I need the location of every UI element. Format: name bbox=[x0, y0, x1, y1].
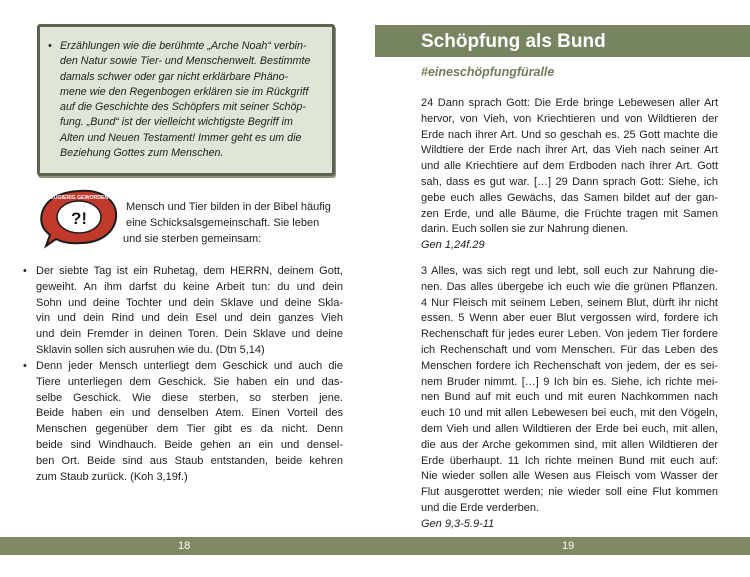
page-number-right: 19 bbox=[562, 540, 575, 552]
footer-bar bbox=[0, 537, 750, 555]
passage-line: nen Bund auf mit euch und mit euren Nachkommen nach bbox=[421, 391, 718, 404]
passage-line: essen. 5 Wenn aber euer Blut vergossen wird, fordere ich bbox=[421, 312, 718, 325]
hashtag: #eineschöpfungfüralle bbox=[421, 65, 555, 79]
passage-line: dem Vieh und allen Wildtieren der Erde bei euch, mit allen, bbox=[421, 422, 718, 435]
info-box-line: mene wie den Regenbogen erklären sie im Rückgriff bbox=[60, 85, 309, 98]
badge-mark: ?! bbox=[70, 209, 88, 228]
intro-line: Mensch und Tier bilden in der Bibel häufig bbox=[126, 201, 331, 213]
passage-line: die aus der Arche gekommen sind, mit allen Wildtieren der bbox=[421, 438, 718, 451]
bullet-dot: • bbox=[23, 265, 27, 277]
passage-line: nem Bruder nimmt. […] 9 Ich bin es. Siehe, ich richte mei- bbox=[421, 375, 718, 388]
bullet-line: Tiere unterliegen dem Geschick. Sie haben ein und das- bbox=[36, 375, 343, 388]
passage-line: und alle Kriechtiere auf dem Erdboden nach ihrer Art. Gott bbox=[421, 160, 718, 173]
passage-reference: Gen 9,3-5.9-11 bbox=[421, 517, 495, 530]
intro-line: eine Schicksalsgemeinschaft. Sie leben bbox=[126, 217, 320, 229]
passage-line: Erde nach ihrer Art. Und so geschah es. 25 Gott machte die bbox=[421, 128, 718, 141]
badge-label: NEUGIERIG GEWORDEN? bbox=[46, 195, 112, 201]
bullet-line: ben Ort. Beide sind aus Staub entstanden, beide kehren bbox=[36, 454, 343, 467]
bullet-line: Sklavin sollen sich ausruhen wie du. (Dtn 5,14) bbox=[36, 343, 265, 356]
info-box-bullet: • bbox=[48, 40, 52, 52]
passage-line: Wildtiere der Erde nach ihrer Art, das Vieh nach seiner Art bbox=[421, 144, 718, 157]
passage-reference: Gen 1,24f.29 bbox=[421, 239, 485, 252]
passage-line: 24 Dann sprach Gott: Die Erde bringe Lebewesen aller Art bbox=[421, 97, 718, 109]
bullet-line: und dein Fremder in deinen Toren. Dein Sklave und deine bbox=[36, 328, 343, 341]
info-box-line: fung. „Bund“ ist der vielleicht wichtigste Begriff im bbox=[60, 116, 293, 129]
bullet-text bbox=[36, 264, 343, 359]
bullet-line: selbe Geschick. Wie diese sterben, so sterben jene. bbox=[36, 391, 343, 404]
passage-line: euch 10 und mit allen Lebewesen bei euch, mit den Vögeln, bbox=[421, 407, 718, 420]
passage-line: gebe euch alles Gewächs, das Samen bildet auf der gan- bbox=[421, 191, 718, 204]
passage-line: zen Erde, und alle Bäume, die Früchte tragen mit Samen bbox=[421, 207, 718, 220]
passage-line: ich Rechenschaft und vom Menschen. Für das Leben des bbox=[421, 343, 718, 356]
bible-passage bbox=[421, 264, 718, 533]
bullet-line: zum Staub zurück. (Koh 3,19f.) bbox=[36, 470, 188, 483]
bullet-dot: • bbox=[23, 360, 27, 372]
bible-passage bbox=[421, 96, 718, 254]
bullet-line: Sohn und deine Tochter und dein Sklave und deine Skla- bbox=[36, 296, 343, 309]
passage-line: 4 Nur Fleisch mit seinem Leben, seinem Blut, dürft ihr nicht bbox=[421, 296, 718, 309]
info-box-line: damals schwer oder gar nicht erklärbare Phäno- bbox=[60, 70, 289, 83]
curious-badge-icon bbox=[36, 187, 122, 249]
info-box-text bbox=[48, 39, 318, 161]
passage-line: 3 Alles, was sich regt und lebt, soll euch zur Nahrung die- bbox=[421, 265, 718, 277]
bullet-line: Der siebte Tag ist ein Ruhetag, dem HERRN, deinem Gott, bbox=[36, 265, 343, 277]
bullet-text bbox=[36, 359, 343, 485]
passage-line: Menschen fordere ich Rechenschaft von jedem, der es sei- bbox=[421, 359, 718, 372]
info-box bbox=[37, 24, 335, 176]
passage-line: sah, dass es gut war. […] 29 Dann sprach Gott: Siehe, ich bbox=[421, 175, 718, 188]
bullet-line: geweiht. An ihm darfst du keine Arbeit tun: du und dein bbox=[36, 280, 343, 293]
passage-line: Flut ausgerottet werden; nie wieder soll eine Flut kommen bbox=[421, 486, 718, 499]
bullet-line: Denn jeder Mensch unterliegt dem Geschick und auch die bbox=[36, 360, 343, 372]
bullet-line: vin und dein Rind und dein Esel und dein ganzes Vieh bbox=[36, 312, 343, 325]
chapter-title: Schöpfung als Bund bbox=[421, 31, 606, 52]
right-page bbox=[375, 0, 750, 577]
bullet-line: Beide haben ein und denselben Atem. Einen Vorteil des bbox=[36, 407, 343, 420]
passage-line: und die Erde verderben. bbox=[421, 501, 540, 514]
passage-line: Nie wieder sollen alle Wesen aus Fleisch vom Wasser der bbox=[421, 470, 718, 483]
page-number-left: 18 bbox=[178, 540, 191, 552]
info-box-line: den Natur sowie Tier- und Menschenwelt. Bestimmte bbox=[60, 55, 311, 68]
bullet-line: Menschen gegenüber dem Tier gibt es da nicht. Denn bbox=[36, 423, 343, 436]
info-box-line: Erzählungen wie die berühmte „Arche Noah“ verbin- bbox=[60, 40, 307, 52]
passage-line: darin. Euch sollen sie zur Nahrung dienen. bbox=[421, 223, 629, 236]
passage-line: Erde überhaupt. 11 Ich richte meinen Bund mit euch auf: bbox=[421, 454, 718, 467]
info-box-line: auf die Geschichte des Schöpfers mit seiner Schöp- bbox=[60, 101, 306, 114]
intro-line: und sie sterben gemeinsam: bbox=[123, 233, 262, 245]
bullet-line: beide sind Windhauch. Beide gehen an ein und densel- bbox=[36, 438, 343, 451]
passage-line: Rechenschaft für jedes eurer Leben. Von jedem Tier fordere bbox=[421, 328, 718, 341]
info-box-line: Beziehung Gottes zum Menschen. bbox=[60, 147, 224, 160]
chapter-title-bar bbox=[375, 25, 750, 57]
passage-line: nen. Das alles übergebe ich euch wie die grünen Pflanzen. bbox=[421, 280, 718, 293]
passage-line: hervor, von Vieh, von Kriechtieren und von Wildtieren der bbox=[421, 112, 718, 125]
info-box-line: Alten und Neuen Testament! Immer geht es um die bbox=[60, 131, 302, 144]
